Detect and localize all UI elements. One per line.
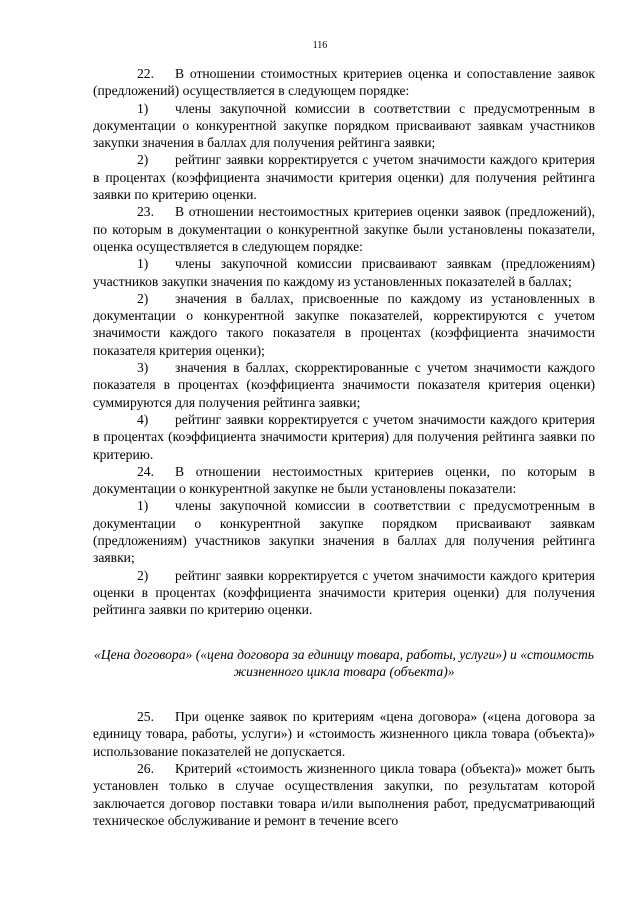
paragraph-number: 22.	[137, 66, 154, 81]
list-item	[93, 255, 595, 290]
list-item-text: рейтинг заявки корректируется с учетом значимости каждого критерия в процентах (коэффициента значимости критерия) для получения рейтинга заявки по критерию.	[93, 411, 595, 462]
paragraph-26	[93, 760, 595, 829]
page-number: 116	[312, 40, 328, 51]
list-item-text: рейтинг заявки корректируется с учетом значимости каждого критерия оценки в процентах (коэффициента значимости критерия оценки) для получения рейтинга заявки по критерию оценки.	[93, 567, 595, 618]
paragraph-25	[93, 708, 595, 760]
document-body	[93, 65, 595, 829]
list-item	[93, 151, 595, 203]
paragraph-23	[93, 203, 595, 255]
list-item-number: 2)	[137, 290, 149, 306]
paragraph-22	[93, 65, 595, 100]
paragraph-text: В отношении нестоимостных критериев оценки заявок (предложений), по которым в документации о конкурентной закупке были установлены показатели, оценка осуществляется в следующем порядке:	[93, 204, 595, 254]
list-item-number: 4)	[137, 411, 149, 427]
paragraph-number: 23.	[137, 204, 154, 220]
list-item	[93, 567, 595, 619]
list-item-text: члены закупочной комиссии в соответствии с предусмотренным в документации о конкурентной закупке порядком присваивают заявкам участников закупки значения в баллах для получения рейтинга заявки;	[93, 100, 595, 151]
list-item-text: члены закупочной комиссии в соответствии с предусмотренным в документации о конкурентной закупке порядком присваивают заявкам (предложениям) участников закупки значения в баллах для получения рейтинга заявки;	[93, 498, 595, 566]
list-item-text: члены закупочной комиссии присваивают заявкам (предложениям) участников закупки значения по каждому из установленных показателей в баллах;	[93, 256, 595, 289]
section-heading: «Цена договора» («цена договора за единицу товара, работы, услуги») и «стоимость жизненного цикла товара (объекта)»	[94, 646, 594, 679]
list-item-text: значения в баллах, скорректированные с учетом значимости каждого показателя в процентах (коэффициента значимости показателя критерия оценки) суммируются для получения рейтинга заявки;	[93, 360, 595, 410]
list-item	[93, 290, 595, 359]
list-item-text: рейтинг заявки корректируется с учетом значимости каждого критерия в процентах (коэффициента значимости критерия оценки) для получения рейтинга заявки по критерию оценки.	[93, 152, 595, 203]
list-item-number: 3)	[137, 360, 149, 376]
list-item	[93, 497, 595, 566]
list-item-number: 1)	[137, 256, 149, 272]
list-item-number: 1)	[137, 498, 149, 514]
paragraph-text: В отношении нестоимостных критериев оценки, по которым в документации о конкурентной закупке не были установлены показатели:	[93, 463, 595, 497]
paragraph-number: 25.	[137, 709, 154, 725]
paragraph-text: При оценке заявок по критериям «цена договора» («цена договора за единицу товара, работы, услуги») и «стоимость жизненного цикла товара (объекта)» использование показателей не допускается.	[93, 709, 595, 759]
paragraph-text: В отношении стоимостных критериев оценка и сопоставление заявок (предложений) осуществляется в следующем порядке:	[93, 66, 595, 99]
paragraph-number: 26.	[137, 760, 154, 776]
list-item	[93, 411, 595, 463]
list-item-number: 2)	[137, 567, 149, 583]
paragraph-number: 24.	[137, 463, 154, 479]
list-item	[93, 359, 595, 411]
paragraph-24	[93, 463, 595, 498]
list-item-text: значения в баллах, присвоенные по каждому из установленных в документации о конкурентной закупке показателей, корректируются с учетом значимости каждого такого показателя в процентах (коэффициента значимости показателя критерия оценки);	[93, 290, 595, 358]
paragraph-text: Критерий «стоимость жизненного цикла товара (объекта)» может быть установлен только в случае осуществления закупки, по результатам которой заключается договор поставки товара и/или выполнения работ, предусматривающий техническое обслуживание и ремонт в течение всего	[93, 760, 595, 828]
list-item-number: 1)	[137, 100, 149, 116]
list-item	[93, 100, 595, 152]
list-item-number: 2)	[137, 152, 149, 168]
